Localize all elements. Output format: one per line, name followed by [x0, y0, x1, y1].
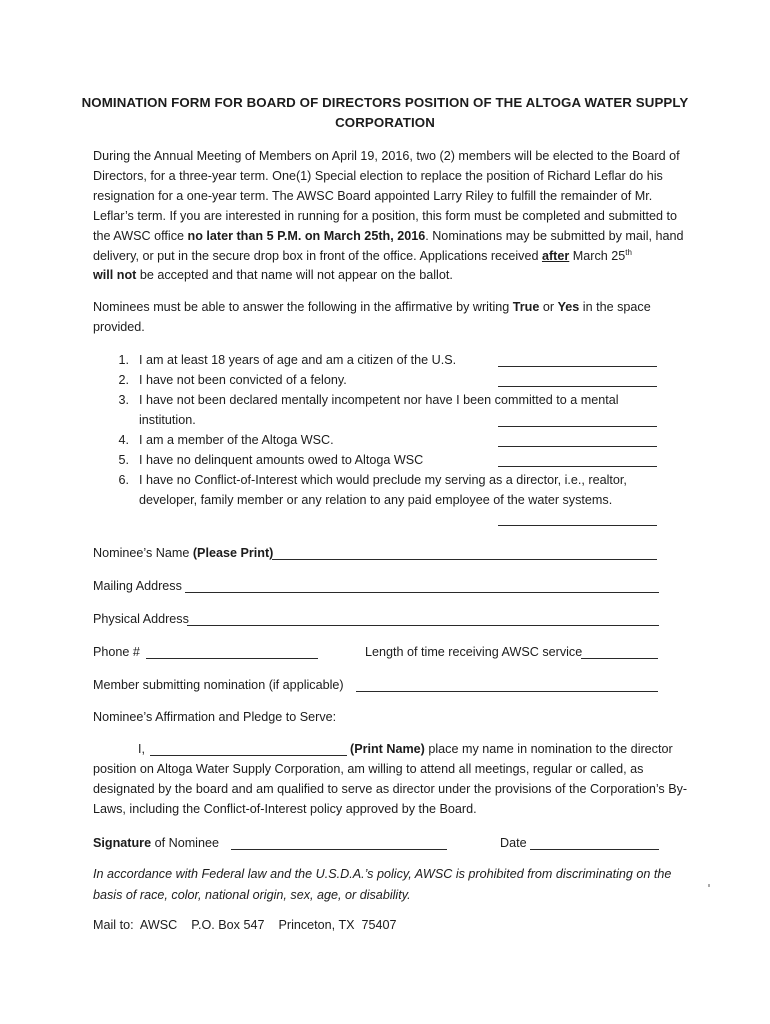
- requirement-text: I am a member of the Altoga WSC.: [139, 433, 334, 447]
- intro-paragraph: [93, 147, 693, 286]
- signature-label: [93, 835, 219, 851]
- requirement-text: I have not been declared mentally incompetent nor have I been committed to a mental institution.: [139, 393, 619, 427]
- note-text-2: in the space provided.: [93, 300, 651, 334]
- length-of-service-label: Length of time receiving AWSC service: [365, 645, 583, 659]
- member-submitting-label: Member submitting nomination (if applicable): [93, 678, 344, 692]
- phone-label: Phone #: [93, 645, 140, 659]
- note-text-1: Nominees must be able to answer the following in the affirmative by writing: [93, 300, 513, 314]
- mailing-address-label: Mailing Address: [93, 579, 182, 593]
- affirmation-body: position on Altoga Water Supply Corporation, am willing to attend all meetings, regular or called, as designated by the board and am qualified to serve as director under the provisions of the Corporation’s By-Laws, including the Conflict-of-Interest policy approved by the Board.: [93, 762, 688, 816]
- physical-address-blank[interactable]: [187, 625, 659, 626]
- requirement-text: I have no delinquent amounts owed to Altoga WSC: [139, 453, 424, 467]
- affirmation-print-name-line: [350, 741, 673, 757]
- requirement-number: 2.: [118, 373, 129, 387]
- note-or: or: [539, 300, 558, 314]
- requirement-number: 5.: [118, 453, 129, 467]
- signature-blank[interactable]: [231, 849, 447, 850]
- member-submitting-blank[interactable]: [356, 691, 658, 692]
- physical-address-label: Physical Address: [93, 612, 189, 626]
- print-name-label: (Print Name): [350, 742, 425, 756]
- date-label: Date: [500, 836, 527, 850]
- form-title-line-1: NOMINATION FORM FOR BOARD OF DIRECTORS POSITION OF THE ALTOGA WATER SUPPLY: [81, 95, 689, 110]
- mail-to-address: Mail to: AWSC P.O. Box 547 Princeton, TX 75407: [93, 918, 397, 932]
- affirmation-heading: Nominee’s Affirmation and Pledge to Serve:: [93, 710, 337, 724]
- mailing-address-blank[interactable]: [185, 592, 659, 593]
- nominee-name-text: Nominee’s Name: [93, 546, 193, 560]
- intro-text-3: March 25: [569, 248, 626, 263]
- intro-will-not: will not: [93, 268, 137, 283]
- intro-text-2: . Nominations may be submitted by mail, hand delivery, or put in the secure drop box in front of the office. Applications received: [93, 228, 684, 263]
- answer-blank-5[interactable]: [498, 466, 657, 467]
- requirement-number: 1.: [118, 353, 129, 367]
- date-blank[interactable]: [530, 849, 659, 850]
- intro-text-1: During the Annual Meeting of Members on April 19, 2016, two (2) members will be elected to the Board of Directors, for a three-year term. One(1) Special election to replace the position of Richard Leflar do his resignation for a one-year term. The AWSC Board appointed Larry Riley to fulfill the remainder of Mr. Leflar’s term. If you are interested in running for a position, this form must be completed and submitted to the AWSC office: [93, 149, 680, 243]
- requirement-number: 6.: [118, 473, 129, 487]
- requirement-text: I am at least 18 years of age and am a citizen of the U.S.: [139, 353, 457, 367]
- answer-blank-2[interactable]: [498, 386, 657, 387]
- requirement-number: 4.: [118, 433, 129, 447]
- answer-blank-1[interactable]: [498, 366, 657, 367]
- nominee-name-blank[interactable]: [272, 559, 657, 560]
- nominees-note: [93, 298, 693, 338]
- answer-blank-4[interactable]: [498, 446, 657, 447]
- form-title-line-2: CORPORATION: [335, 115, 435, 130]
- phone-blank[interactable]: [146, 658, 318, 659]
- affirmation-i: I,: [138, 742, 145, 756]
- form-title: [80, 93, 690, 133]
- requirement-text: I have no Conflict-of-Interest which would preclude my serving as a director, i.e., realtor, developer, family member or any relation to any paid employee of the water systems.: [139, 473, 627, 507]
- length-of-service-blank[interactable]: [581, 658, 658, 659]
- answer-blank-3[interactable]: [498, 426, 657, 427]
- note-true: True: [512, 300, 540, 314]
- answer-blank-6[interactable]: [498, 525, 657, 526]
- affirmation-text-1: place my name in nomination to the director: [424, 742, 673, 756]
- requirement-number: 3.: [118, 393, 129, 407]
- signature-bold: Signature: [93, 836, 152, 850]
- nondiscrimination-statement: In accordance with Federal law and the U.S.D.A.’s policy, AWSC is prohibited from discriminating on the basis of race, color, national origin, sex, age, or disability.: [93, 867, 672, 902]
- requirement-text: I have not been convicted of a felony.: [139, 373, 347, 387]
- intro-deadline: no later than 5 P.M. on March 25th, 2016: [187, 228, 426, 243]
- print-name-blank[interactable]: [150, 755, 347, 756]
- scan-speck: [708, 884, 710, 887]
- signature-of-nominee: of Nominee: [151, 836, 219, 850]
- intro-text-4: be accepted and that name will not appear on the ballot.: [136, 268, 453, 283]
- please-print: (Please Print): [192, 546, 274, 560]
- nominee-name-label: [93, 545, 273, 561]
- intro-th: th: [625, 247, 632, 257]
- intro-after: after: [541, 248, 570, 263]
- note-yes: Yes: [557, 300, 580, 314]
